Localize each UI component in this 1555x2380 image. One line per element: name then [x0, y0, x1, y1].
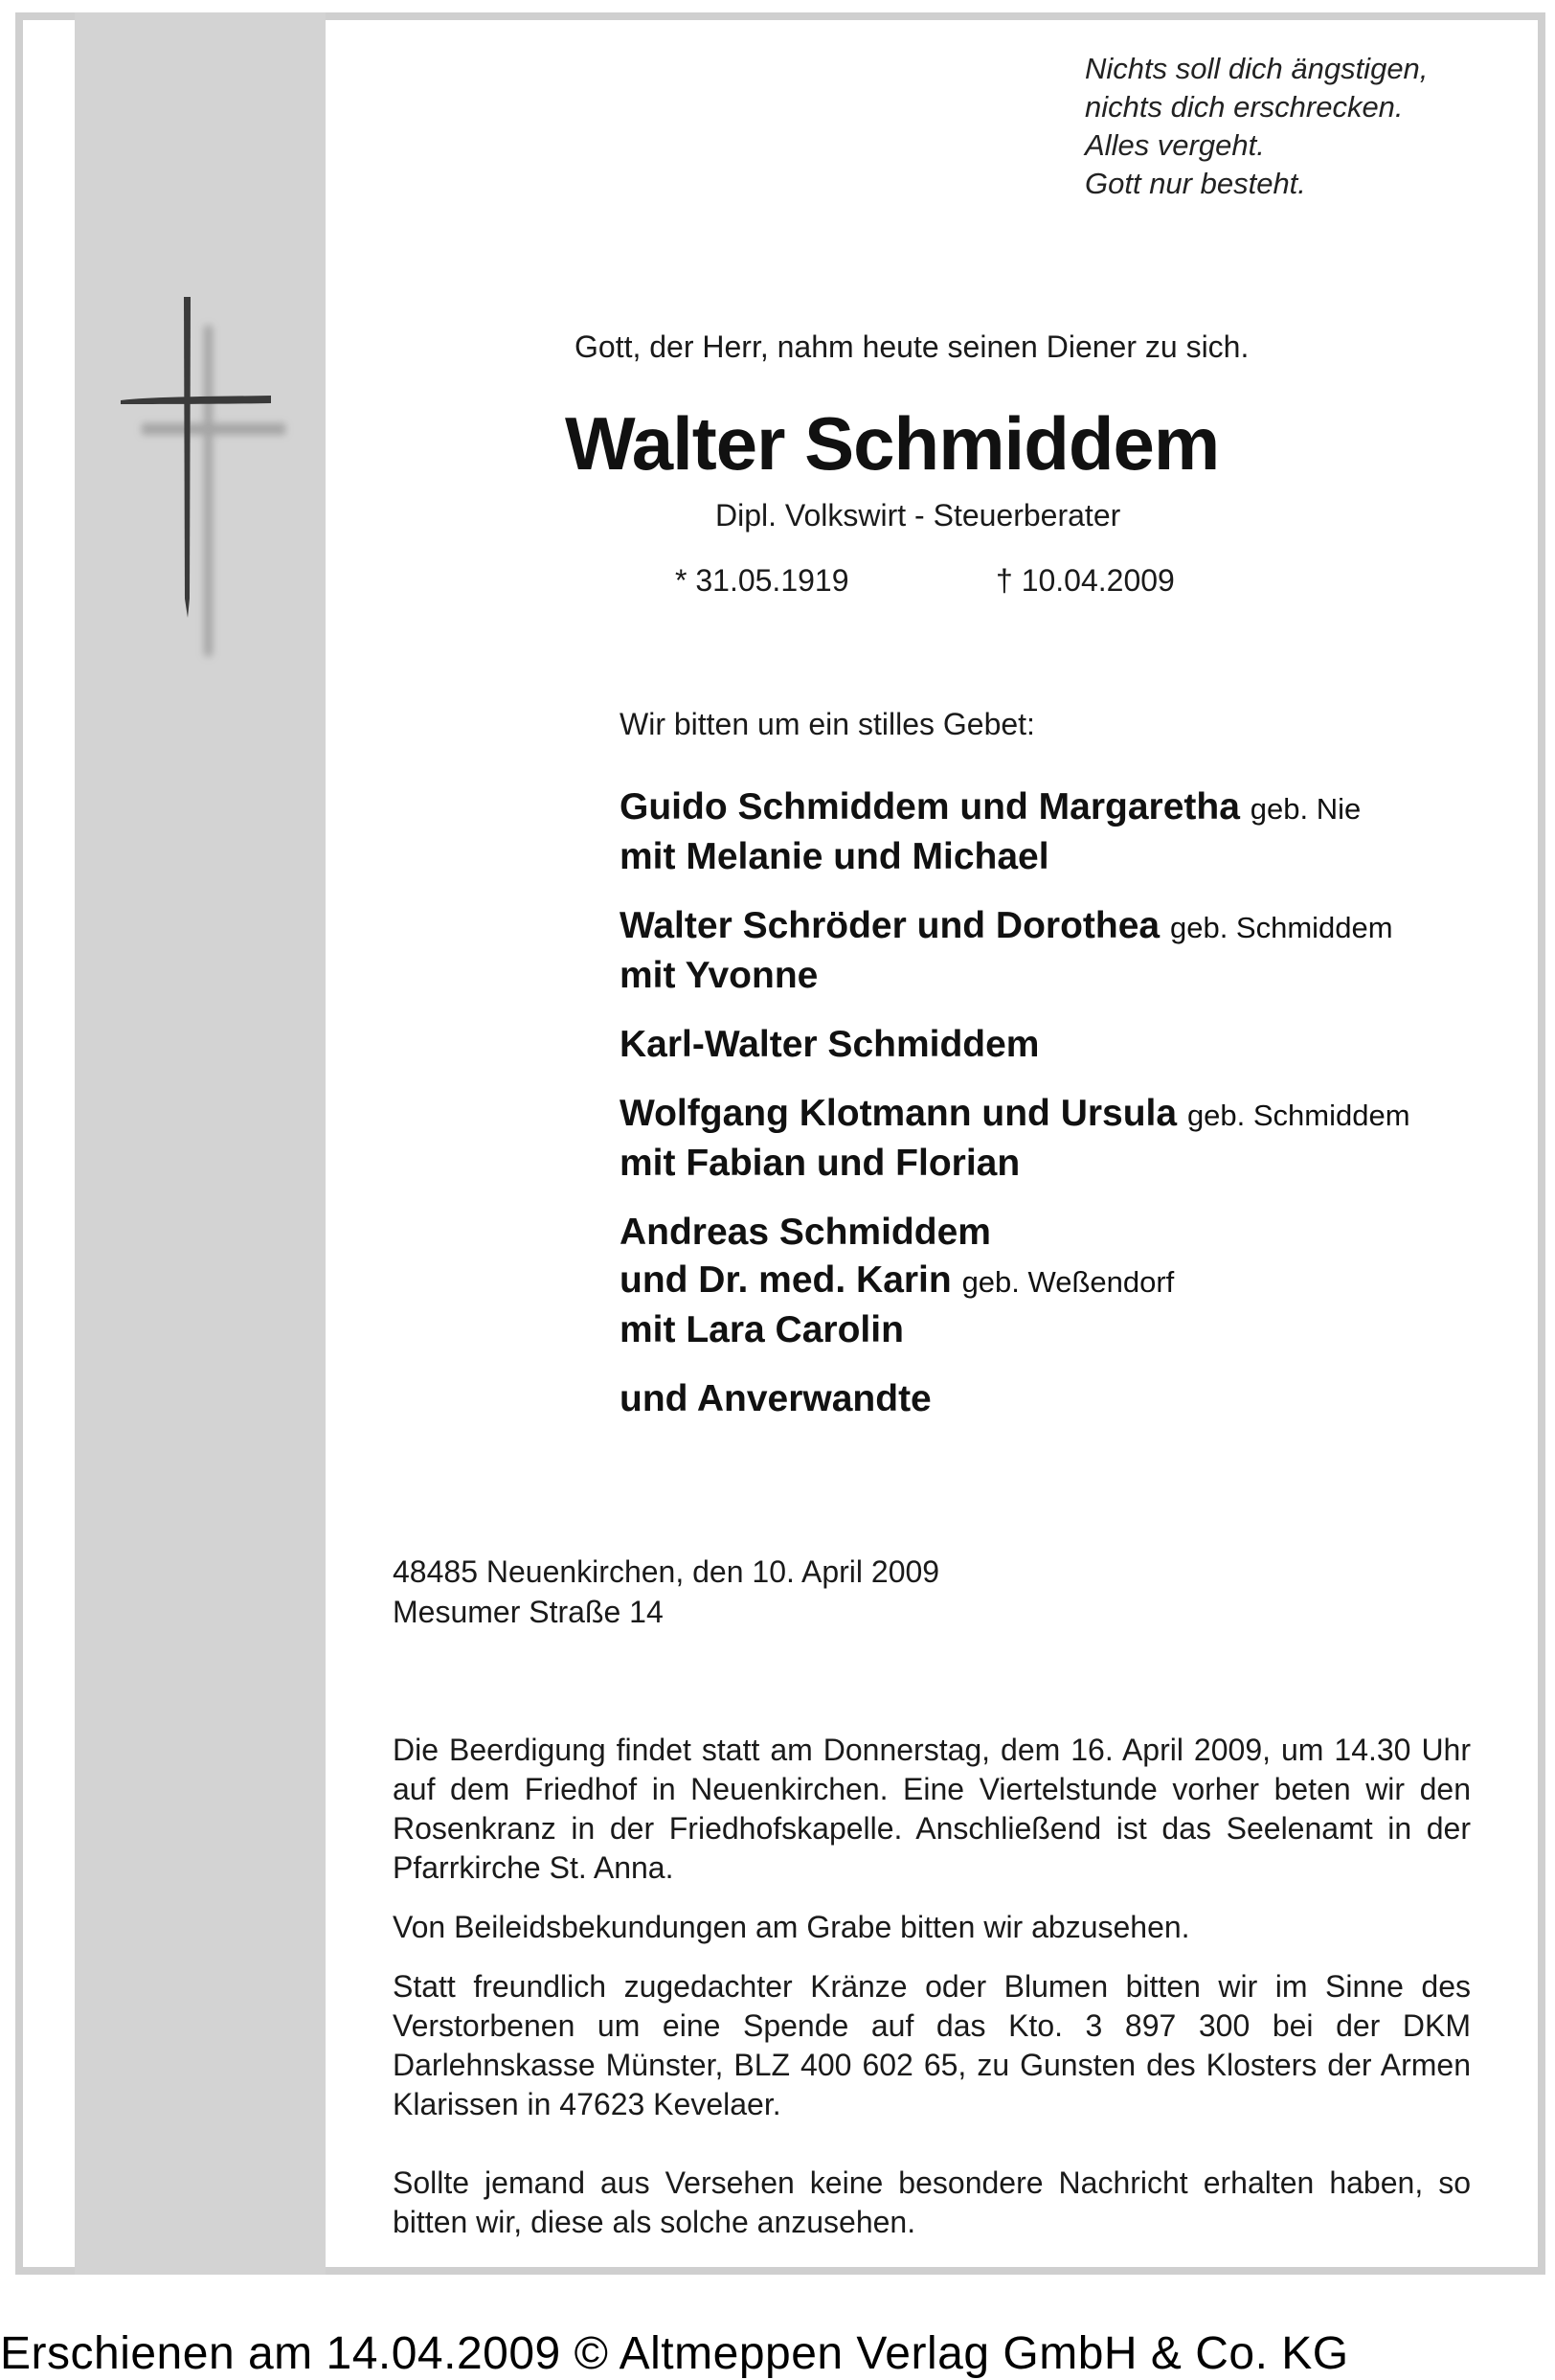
- details-block: [393, 1731, 1471, 2262]
- cross-icon: [113, 287, 295, 670]
- mourner-name: Karl-Walter Schmiddem: [620, 1024, 1040, 1065]
- deceased-name: Walter Schmiddem: [565, 401, 1220, 486]
- mourner-children: mit Lara Carolin: [620, 1309, 904, 1350]
- maiden-name: geb. Schmiddem: [1169, 911, 1393, 944]
- street-address: Mesumer Straße 14: [393, 1595, 664, 1629]
- mourners-list: [620, 783, 1410, 1444]
- mourner-children: mit Yvonne: [620, 955, 819, 996]
- quote-block: [1085, 50, 1428, 203]
- mourner-group: [620, 1090, 1410, 1188]
- donation-note: Statt freundlich zugedachter Kränze oder Blumen bitten wir im Sinne des Verstorbenen um eine Spende auf das Kto. 3 897 300 bei der DKM Darlehnskasse Münster, BLZ 400 602 65, zu Gunsten des Klosters der Armen Klarissen in 47623 Kevelaer.: [393, 1969, 1471, 2121]
- mourner-name: Walter Schröder und Dorothea: [620, 905, 1161, 946]
- mourner-children: mit Fabian und Florian: [620, 1143, 1021, 1184]
- publication-footer: Erschienen am 14.04.2009 © Altmeppen Verlag GmbH & Co. KG: [0, 2328, 1349, 2379]
- condolences-note: Von Beileidsbekundungen am Grabe bitten wir abzusehen.: [393, 1910, 1190, 1944]
- prayer-request: Wir bitten um ein stilles Gebet:: [620, 707, 1035, 741]
- intro-text: Gott, der Herr, nahm heute seinen Diener zu sich.: [575, 329, 1250, 364]
- death-date: † 10.04.2009: [996, 563, 1175, 598]
- notification-note: Sollte jemand aus Versehen keine besondere Nachricht erhalten haben, so bitten wir, diese als solche anzusehen.: [393, 2165, 1471, 2239]
- mourner-group: [620, 1375, 1410, 1423]
- quote-line: nichts dich erschrecken.: [1085, 90, 1404, 124]
- maiden-name: geb. Nie: [1250, 792, 1362, 826]
- funeral-info: Die Beerdigung findet statt am Donnerstag, dem 16. April 2009, um 14.30 Uhr auf dem Friedhof in Neuenkirchen. Eine Viertelstunde vorher beten wir den Rosenkranz in der Friedhofskapelle. Anschließend ist das Seelenamt in der Pfarrkirche St. Anna.: [393, 1733, 1471, 1885]
- quote-line: Alles vergeht.: [1085, 128, 1265, 162]
- mourner-group: [620, 1209, 1410, 1354]
- mourner-name: Wolfgang Klotmann und Ursula: [620, 1093, 1178, 1134]
- maiden-name: geb. Schmiddem: [1186, 1099, 1410, 1132]
- mourner-name: Andreas Schmiddem: [620, 1212, 991, 1253]
- mourner-children: mit Melanie und Michael: [620, 836, 1049, 877]
- mourner-name: und Dr. med. Karin: [620, 1259, 952, 1301]
- mourner-group: [620, 1021, 1410, 1069]
- quote-line: Nichts soll dich ängstigen,: [1085, 52, 1429, 85]
- place-date: 48485 Neuenkirchen, den 10. April 2009: [393, 1554, 940, 1589]
- mourner-name: und Anverwandte: [620, 1378, 932, 1419]
- mourner-name: Guido Schmiddem und Margaretha: [620, 786, 1240, 827]
- birth-date: * 31.05.1919: [675, 563, 849, 598]
- mourner-group: [620, 902, 1410, 1000]
- deceased-title: Dipl. Volkswirt - Steuerberater: [715, 498, 1121, 533]
- address-block: [393, 1552, 939, 1632]
- mourner-group: [620, 783, 1410, 881]
- quote-line: Gott nur besteht.: [1085, 167, 1306, 200]
- maiden-name: geb. Weßendorf: [961, 1265, 1175, 1299]
